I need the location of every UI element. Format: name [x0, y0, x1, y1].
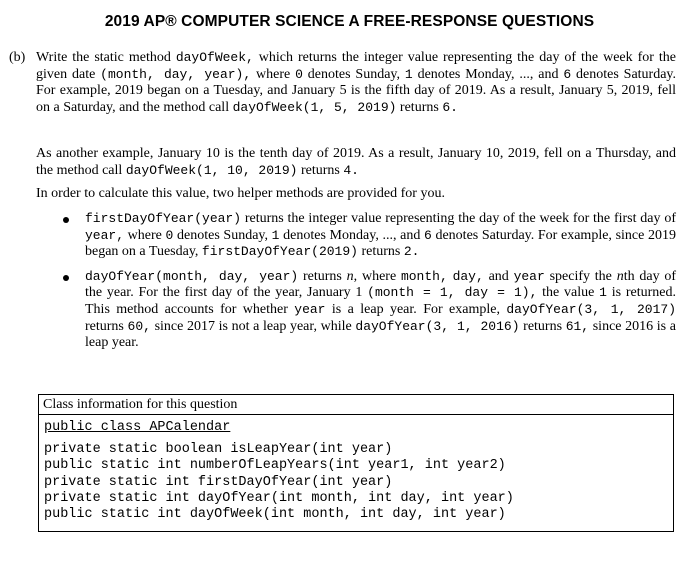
- code: dayOfYear(month, day, year): [85, 268, 299, 284]
- code: year,: [85, 227, 125, 243]
- method-signature: private static boolean isLeapYear(int year): [44, 442, 393, 458]
- text: is a leap year. For example,: [325, 301, 507, 317]
- text: As another example, January 10 is the tenth day of 2019. As a result, January 10, 2019, fell on a Thursday, and the method call: [36, 146, 676, 178]
- list-item: [36, 211, 676, 261]
- text: since 2017 is not a leap year, while: [150, 318, 356, 334]
- text: returns: [297, 162, 344, 178]
- code: 2.: [403, 244, 420, 260]
- text: denotes Saturday. For example, since 2019 began on a Tuesday,: [85, 227, 677, 260]
- text: returns: [396, 99, 443, 115]
- code: 6: [424, 227, 432, 243]
- class-declaration: public class APCalendar: [44, 420, 231, 435]
- text: returns: [357, 244, 404, 260]
- text: which returns the integer value representing the day of the week for the given date: [36, 50, 676, 82]
- text: denotes Monday, ..., and: [412, 66, 564, 82]
- bullet-icon: [63, 217, 69, 223]
- class-box-body: [44, 420, 514, 523]
- paragraph-helpers: In order to calculate this value, two helper methods are provided for you.: [36, 186, 445, 201]
- code-return-value: 4.: [343, 162, 359, 178]
- code-call-example: dayOfWeek(1, 10, 2019): [125, 162, 298, 178]
- text: denotes Monday, ..., and: [279, 227, 424, 243]
- text: and: [483, 268, 514, 284]
- text: where: [124, 227, 166, 243]
- text: the value: [537, 285, 600, 301]
- text: returns: [519, 318, 566, 334]
- code-return-value: 6.: [442, 99, 458, 115]
- page-header-title: 2019 AP® COMPUTER SCIENCE A FREE-RESPONSE QUESTIONS: [104, 13, 595, 30]
- method-signature: private static int dayOfYear(int month, int day, int year): [44, 490, 514, 506]
- code: (month = 1, day = 1),: [367, 285, 538, 301]
- text: denotes Sunday,: [173, 227, 272, 243]
- code-six: 6: [563, 66, 572, 82]
- code-one: 1: [404, 66, 413, 82]
- code-zero: 0: [295, 66, 303, 82]
- text: denotes Saturday. For example, 2019 began on a Tuesday, and January 5 is the fifth day of 2019. As a result, January 5, 2019, fell on a Saturday, and the method call: [36, 66, 677, 115]
- bullet-icon: [63, 275, 69, 281]
- code: firstDayOfYear(year): [85, 211, 242, 226]
- code-params: (month, day, year),: [100, 66, 252, 82]
- method-signature: public static int dayOfWeek(int month, int day, int year): [44, 507, 506, 523]
- text: , where: [353, 268, 401, 284]
- helper-method-list: [36, 211, 676, 360]
- text: is returned. This method accounts for whether: [85, 285, 677, 317]
- code: 1: [271, 227, 280, 243]
- class-information-box: [38, 394, 674, 532]
- code: year: [513, 268, 545, 284]
- text: returns the integer value representing the day of the week for the first day of: [241, 211, 676, 226]
- text: returns: [298, 268, 347, 284]
- text: returns: [85, 318, 128, 334]
- paragraph-intro: [36, 50, 676, 116]
- code: 1: [599, 285, 607, 301]
- method-signature: public static int numberOfLeapYears(int year1, int year2): [44, 458, 506, 474]
- class-box-title: Class information for this question: [39, 395, 673, 415]
- paragraph-example: [36, 146, 676, 179]
- text: th day of the year. For the first day of the year, January 1: [85, 268, 677, 301]
- code-call-example: dayOfWeek(1, 5, 2019): [232, 99, 397, 115]
- italic-n: n: [616, 268, 624, 284]
- code: 60,: [127, 318, 151, 334]
- text: denotes Sunday,: [302, 66, 405, 82]
- text: where: [251, 66, 296, 82]
- text: specify the: [544, 268, 617, 284]
- code: day,: [452, 268, 484, 284]
- part-label: (b): [9, 50, 26, 65]
- code: 0: [165, 227, 174, 243]
- text: since 2016 is a leap year.: [85, 318, 676, 351]
- code: month,: [400, 268, 448, 284]
- method-signature: private static int firstDayOfYear(int year): [44, 474, 393, 490]
- code: 61,: [565, 318, 590, 334]
- list-item: [36, 269, 676, 352]
- code: dayOfYear(3, 1, 2016): [355, 318, 520, 334]
- code: firstDayOfYear(2019): [201, 244, 358, 260]
- code-dayofweek: dayOfWeek,: [175, 50, 254, 65]
- italic-n: n: [346, 268, 354, 284]
- code: year: [294, 301, 326, 317]
- code: dayOfYear(3, 1, 2017): [506, 301, 677, 317]
- text: Write the static method: [36, 50, 176, 65]
